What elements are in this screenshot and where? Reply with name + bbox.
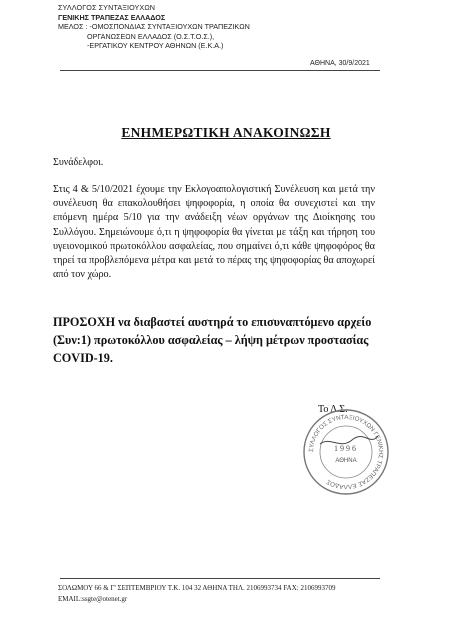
footer-address: ΣΟΛΩΜΟΥ 66 & Γ' ΣΕΠΤΕΜΒΡΙΟΥ Τ.Κ. 104 32 ΑΘΗΝΑ ΤΗΛ. 2106993734 FAX: 2106993709: [58, 584, 336, 592]
notice-paragraph: ΠΡΟΣΟΧΗ να διαβαστεί αυστηρά το επισυναπτόμενο αρχείο (Συν:1) πρωτοκόλλου ασφαλείας – λήψη μέτρων προστασίας COVID-19.: [53, 315, 372, 365]
stamp-ring-text: ΣΥΛΛΟΓΟΣ ΣΥΝΤΑΞΙΟΥΧΩΝ ΓΕΝΙΚΗΣ ΤΡΑΠΕΖΑΣ ΕΛΛΑΔΟΣ: [307, 413, 385, 491]
footer-divider: [60, 578, 380, 579]
document-title: ΕΝΗΜΕΡΩΤΙΚΗ ΑΝΑΚΟΙΝΩΣΗ: [121, 125, 331, 140]
header-divider: [60, 70, 380, 71]
member-line-3: -ΕΡΓΑΤΙΚΟΥ ΚΕΝΤΡΟΥ ΑΘΗΝΩΝ (Ε.Κ.Α.): [87, 41, 224, 50]
member-line-2: ΟΡΓΑΝΩΣΕΩΝ ΕΛΛΑΔΟΣ (Ο.Σ.Τ.Ο.Σ.),: [87, 31, 215, 41]
org-name: ΣΥΛΛΟΓΟΣ ΣΥΝΤΑΞΙΟΥΧΩΝ: [58, 3, 156, 12]
official-stamp: [300, 406, 392, 498]
stamp-year: 1996: [334, 444, 358, 453]
letterhead: [58, 3, 378, 51]
document-date: ΑΘΗΝΑ, 30/9/2021: [310, 60, 370, 67]
body-paragraph: Στις 4 & 5/10/2021 έχουμε την Εκλογοαπολογιστική Συνέλευση και μετά την συνέλευση θα επακολουθήσει ψηφοφορία, η οποία θα συνεχιστεί και την επόμενη ημέρα 5/10 για την ανάδειξη νέων οργάνων της Διοίκησης του Συλλόγου. Σημειώνουμε ό,τι η ψηφοφορία θα γίνεται με τάξη και τήρηση του υγειονομικού πρωτοκόλλου ασφαλείας, που σημαίνει ό,τι κάθε ψηφοφόρος θα τηρεί τα προβλεπόμενα μέτρα και μετά το πέρας της ψηφοφορίας θα αποχωρεί από τον χώρο.: [53, 184, 375, 281]
greeting: Συνάδελφοι.: [53, 157, 104, 168]
signature: Το Δ.Σ.: [318, 404, 348, 415]
member-line-1: ΜΕΛΟΣ : -ΟΜΟΣΠΟΝΔΙΑΣ ΣΥΝΤΑΞΙΟΥΧΩΝ ΤΡΑΠΕΖΙΚΩΝ: [58, 22, 250, 31]
stamp-city: ΑΘΗΝΑ: [335, 458, 357, 464]
footer: [58, 583, 336, 604]
footer-email: EMAIL:ssgte@otenet.gr: [58, 594, 128, 603]
bank-name: ΓΕΝΙΚΗΣ ΤΡΑΠΕΖΑΣ ΕΛΛΑΔΟΣ: [58, 12, 166, 22]
